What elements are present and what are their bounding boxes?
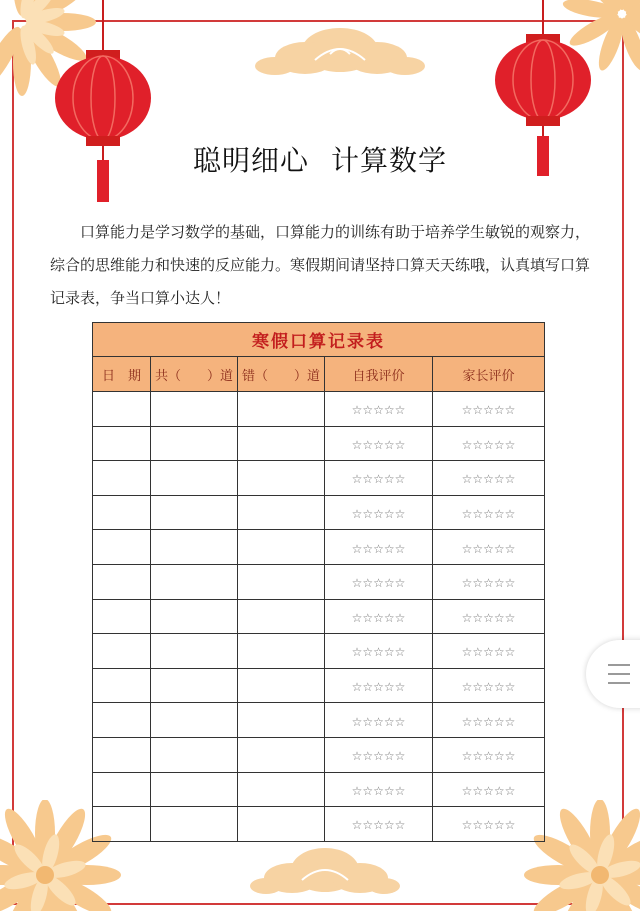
wrong-cell[interactable]: [238, 426, 325, 461]
star-rating: ☆☆☆☆☆: [351, 645, 406, 660]
self-eval-cell[interactable]: [325, 564, 433, 599]
star-rating: ☆☆☆☆☆: [461, 472, 516, 487]
wrong-cell[interactable]: [238, 564, 325, 599]
star-rating: ☆☆☆☆☆: [351, 576, 406, 591]
self-eval-cell[interactable]: [325, 737, 433, 772]
star-rating: ☆☆☆☆☆: [461, 403, 516, 418]
table-row: [93, 634, 545, 669]
parent-eval-cell[interactable]: [433, 668, 545, 703]
date-cell[interactable]: [93, 737, 151, 772]
date-cell[interactable]: [93, 668, 151, 703]
wrong-cell[interactable]: [238, 461, 325, 496]
wrong-cell[interactable]: [238, 392, 325, 427]
star-rating: ☆☆☆☆☆: [351, 610, 406, 625]
self-eval-cell[interactable]: [325, 668, 433, 703]
table-row: [93, 737, 545, 772]
wrong-cell[interactable]: [238, 599, 325, 634]
header-self-eval: 自我评价: [325, 357, 433, 392]
self-eval-cell[interactable]: [325, 495, 433, 530]
table-row: [93, 772, 545, 807]
star-rating: ☆☆☆☆☆: [351, 818, 406, 833]
wrong-cell[interactable]: [238, 634, 325, 669]
star-rating: ☆☆☆☆☆: [351, 714, 406, 729]
parent-eval-cell[interactable]: [433, 392, 545, 427]
star-rating: ☆☆☆☆☆: [461, 541, 516, 556]
total-cell[interactable]: [151, 772, 238, 807]
star-rating: ☆☆☆☆☆: [461, 507, 516, 522]
star-rating: ☆☆☆☆☆: [351, 403, 406, 418]
total-cell[interactable]: [151, 392, 238, 427]
date-cell[interactable]: [93, 599, 151, 634]
total-cell[interactable]: [151, 703, 238, 738]
star-rating: ☆☆☆☆☆: [461, 680, 516, 695]
star-rating: ☆☆☆☆☆: [351, 437, 406, 452]
date-cell[interactable]: [93, 807, 151, 842]
parent-eval-cell[interactable]: [433, 772, 545, 807]
total-cell[interactable]: [151, 634, 238, 669]
record-table: [92, 322, 545, 842]
date-cell[interactable]: [93, 426, 151, 461]
star-rating: ☆☆☆☆☆: [351, 541, 406, 556]
header-date: 日 期: [93, 357, 151, 392]
total-cell[interactable]: [151, 461, 238, 496]
self-eval-cell[interactable]: [325, 807, 433, 842]
header-wrong: 错（ ）道: [238, 357, 325, 392]
star-rating: ☆☆☆☆☆: [351, 783, 406, 798]
table-row: [93, 392, 545, 427]
total-cell[interactable]: [151, 495, 238, 530]
intro-paragraph: 口算能力是学习数学的基础，口算能力的训练有助于培养学生敏锐的观察力，综合的思维能力和快速的反应能力。寒假期间请坚持口算天天练哦，认真填写口算记录表，争当口算小达人！: [50, 223, 591, 307]
header-parent-eval: 家长评价: [433, 357, 545, 392]
star-rating: ☆☆☆☆☆: [461, 645, 516, 660]
parent-eval-cell[interactable]: [433, 461, 545, 496]
parent-eval-cell[interactable]: [433, 426, 545, 461]
total-cell[interactable]: [151, 737, 238, 772]
date-cell[interactable]: [93, 392, 151, 427]
total-cell[interactable]: [151, 668, 238, 703]
date-cell[interactable]: [93, 772, 151, 807]
table-header-row: [93, 357, 545, 392]
star-rating: ☆☆☆☆☆: [461, 576, 516, 591]
wrong-cell[interactable]: [238, 495, 325, 530]
self-eval-cell[interactable]: [325, 461, 433, 496]
star-rating: ☆☆☆☆☆: [351, 749, 406, 764]
self-eval-cell[interactable]: [325, 634, 433, 669]
self-eval-cell[interactable]: [325, 772, 433, 807]
date-cell[interactable]: [93, 634, 151, 669]
total-cell[interactable]: [151, 599, 238, 634]
parent-eval-cell[interactable]: [433, 703, 545, 738]
star-rating: ☆☆☆☆☆: [351, 680, 406, 695]
parent-eval-cell[interactable]: [433, 564, 545, 599]
wrong-cell[interactable]: [238, 530, 325, 565]
date-cell[interactable]: [93, 703, 151, 738]
star-rating: ☆☆☆☆☆: [461, 437, 516, 452]
table-row: [93, 461, 545, 496]
cloud-icon: [250, 840, 400, 900]
title-part-2: 计算数学: [331, 144, 448, 177]
self-eval-cell[interactable]: [325, 703, 433, 738]
date-cell[interactable]: [93, 530, 151, 565]
total-cell[interactable]: [151, 564, 238, 599]
title-part-1: 聪明细心: [192, 144, 309, 177]
parent-eval-cell[interactable]: [433, 495, 545, 530]
table-row: [93, 703, 545, 738]
table-row: [93, 426, 545, 461]
parent-eval-cell[interactable]: [433, 530, 545, 565]
table-row: [93, 495, 545, 530]
table-row: [93, 530, 545, 565]
page-title: [0, 139, 640, 179]
parent-eval-cell[interactable]: [433, 807, 545, 842]
self-eval-cell[interactable]: [325, 530, 433, 565]
star-rating: ☆☆☆☆☆: [461, 749, 516, 764]
self-eval-cell[interactable]: [325, 392, 433, 427]
parent-eval-cell[interactable]: [433, 599, 545, 634]
table-row: [93, 564, 545, 599]
total-cell[interactable]: [151, 530, 238, 565]
cloud-icon: [255, 20, 425, 80]
table-row: [93, 807, 545, 842]
star-rating: ☆☆☆☆☆: [461, 714, 516, 729]
wrong-cell[interactable]: [238, 772, 325, 807]
header-total: 共（ ）道: [151, 357, 238, 392]
parent-eval-cell[interactable]: [433, 634, 545, 669]
star-rating: ☆☆☆☆☆: [461, 610, 516, 625]
wrong-cell[interactable]: [238, 668, 325, 703]
self-eval-cell[interactable]: [325, 599, 433, 634]
self-eval-cell[interactable]: [325, 426, 433, 461]
table-row: [93, 668, 545, 703]
total-cell[interactable]: [151, 426, 238, 461]
wrong-cell[interactable]: [238, 703, 325, 738]
wrong-cell[interactable]: [238, 737, 325, 772]
total-cell[interactable]: [151, 807, 238, 842]
star-rating: ☆☆☆☆☆: [461, 783, 516, 798]
parent-eval-cell[interactable]: [433, 737, 545, 772]
table-caption: 寒假口算记录表: [93, 323, 545, 357]
star-rating: ☆☆☆☆☆: [351, 472, 406, 487]
star-rating: ☆☆☆☆☆: [461, 818, 516, 833]
table-row: [93, 599, 545, 634]
date-cell[interactable]: [93, 495, 151, 530]
date-cell[interactable]: [93, 564, 151, 599]
date-cell[interactable]: [93, 461, 151, 496]
wrong-cell[interactable]: [238, 807, 325, 842]
star-rating: ☆☆☆☆☆: [351, 507, 406, 522]
